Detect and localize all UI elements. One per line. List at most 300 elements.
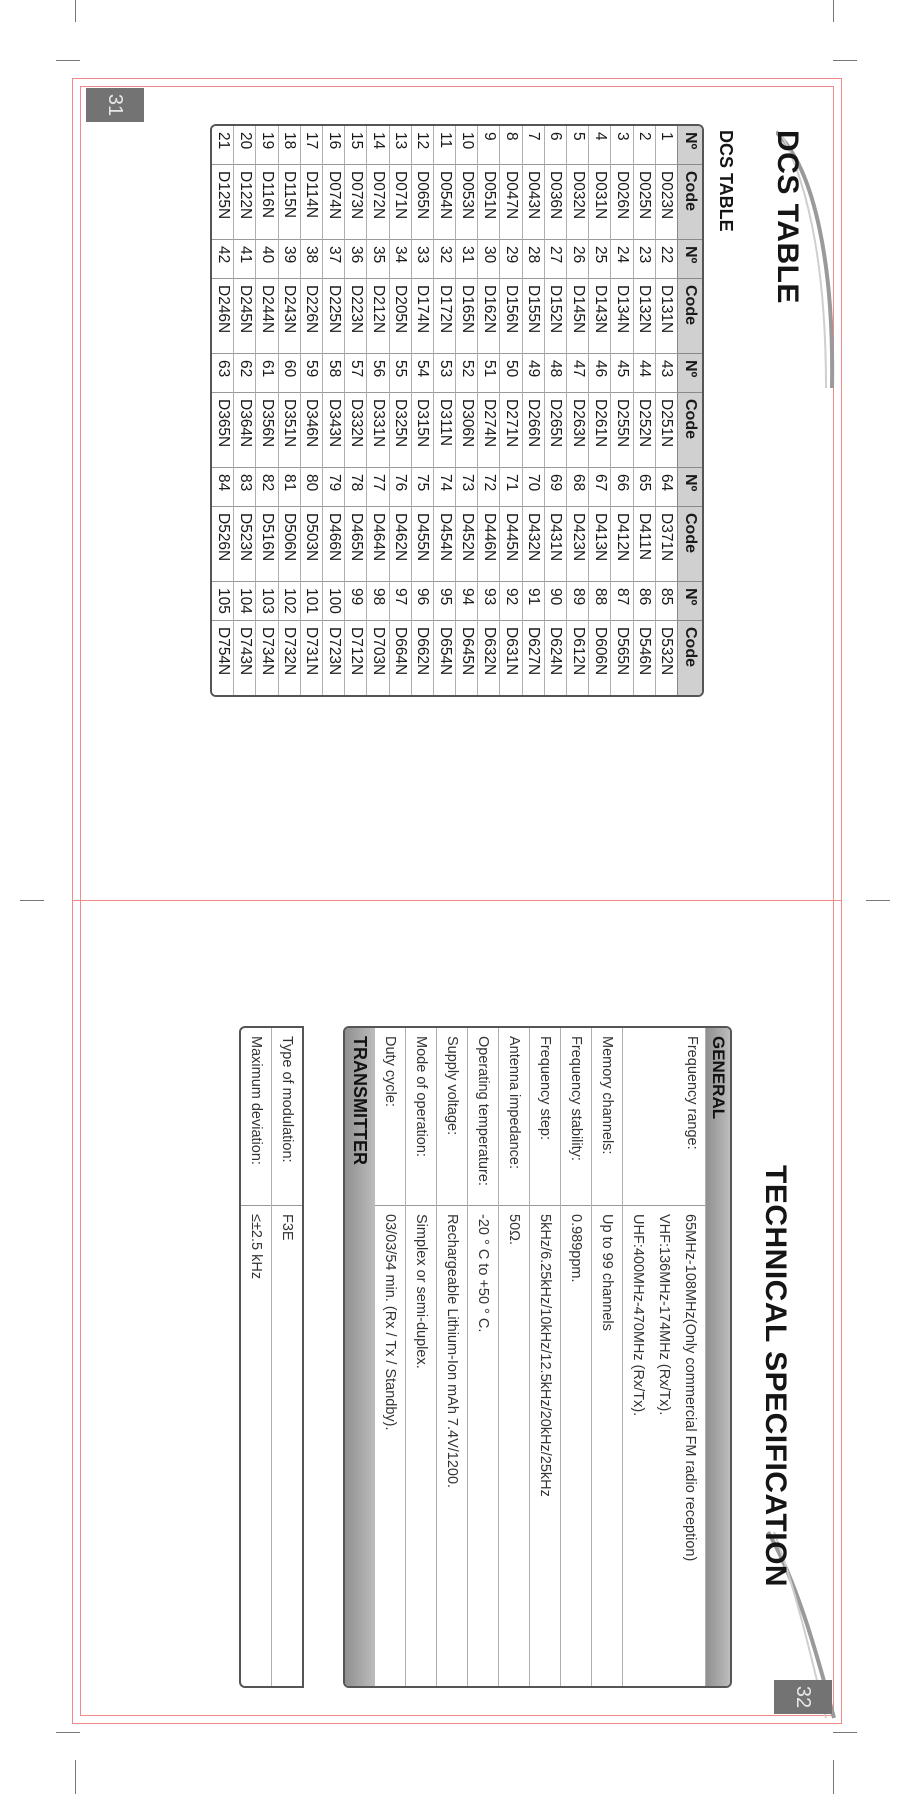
dcs-code-cell: D412N: [610, 507, 632, 582]
dcs-code-cell: D122N: [233, 165, 255, 240]
dcs-number-cell: 38: [300, 240, 322, 279]
spec-row: [406, 1028, 437, 1686]
dcs-number-cell: 27: [544, 240, 566, 279]
dcs-code-cell: D205N: [389, 279, 411, 354]
dcs-number-cell: 64: [655, 468, 677, 507]
dcs-code-cell: D065N: [411, 165, 433, 240]
dcs-number-cell: 96: [411, 582, 433, 621]
dcs-code-cell: D331N: [366, 393, 388, 468]
dcs-code-cell: D523N: [233, 507, 255, 582]
dcs-code-cell: D754N: [212, 621, 233, 695]
dcs-number-cell: 34: [389, 240, 411, 279]
dcs-number-cell: 54: [411, 354, 433, 393]
dcs-number-cell: 92: [500, 582, 522, 621]
dcs-number-cell: 43: [655, 354, 677, 393]
dcs-number-cell: 63: [212, 354, 233, 393]
dcs-code-cell: D532N: [655, 621, 677, 695]
spec-row: [468, 1028, 499, 1686]
dcs-code-cell: D243N: [278, 279, 300, 354]
table-row: [588, 126, 610, 695]
dcs-number-cell: 28: [522, 240, 544, 279]
dcs-number-cell: 77: [366, 468, 388, 507]
dcs-number-cell: 98: [366, 582, 388, 621]
dcs-code-cell: D263N: [566, 393, 588, 468]
dcs-number-cell: 52: [455, 354, 477, 393]
spec-row: [375, 1028, 406, 1686]
spec-label: Frequency range:: [623, 1028, 705, 1206]
dcs-number-cell: 51: [477, 354, 499, 393]
dcs-number-cell: 31: [455, 240, 477, 279]
spec-value-line: Rechargeable Lithium-Ion mAh 7.4V/1200.: [444, 1214, 460, 1489]
dcs-number-cell: 49: [522, 354, 544, 393]
dcs-code-cell: D365N: [212, 393, 233, 468]
table-row: [278, 126, 300, 695]
dcs-number-cell: 25: [588, 240, 610, 279]
dcs-code-cell: D072N: [366, 165, 388, 240]
dcs-number-cell: 4: [588, 126, 610, 165]
dcs-number-cell: 105: [212, 582, 233, 621]
dcs-code-cell: D506N: [278, 507, 300, 582]
dcs-code-cell: D612N: [566, 621, 588, 695]
dcs-number-cell: 76: [389, 468, 411, 507]
dcs-number-cell: 73: [455, 468, 477, 507]
dcs-number-cell: 21: [212, 126, 233, 165]
dcs-number-cell: 33: [411, 240, 433, 279]
dcs-number-cell: 20: [233, 126, 255, 165]
dcs-number-cell: 91: [522, 582, 544, 621]
spec-value-line: Simplex or semi-duplex.: [413, 1214, 429, 1369]
column-header: Code: [677, 621, 702, 695]
spec-row: [561, 1028, 592, 1686]
dcs-code-cell: D265N: [544, 393, 566, 468]
table-row: [255, 126, 277, 695]
spec-label: Duty cycle:: [375, 1028, 405, 1206]
crop-mark: [56, 60, 80, 61]
dcs-number-cell: 39: [278, 240, 300, 279]
dcs-code-cell: D466N: [322, 507, 344, 582]
table-header-row: [677, 126, 702, 695]
dcs-code-cell: D452N: [455, 507, 477, 582]
spec-value-line: 50Ω.: [506, 1214, 522, 1245]
dcs-code-cell: D165N: [455, 279, 477, 354]
spec-row: [272, 1028, 302, 1686]
dcs-code-cell: D116N: [255, 165, 277, 240]
spec-row: [437, 1028, 468, 1686]
dcs-code-cell: D071N: [389, 165, 411, 240]
table-row: [455, 126, 477, 695]
dcs-code-cell: D565N: [610, 621, 632, 695]
spec-value-line: 5kHz/6.25kHz/10kHz/12.5kHz/20kHz/25kHz: [537, 1214, 553, 1497]
crop-mark: [833, 0, 834, 22]
spec-value: [499, 1206, 529, 1686]
dcs-code-cell: D411N: [633, 507, 655, 582]
spec-value: [241, 1206, 271, 1686]
dcs-code-cell: D431N: [544, 507, 566, 582]
dcs-code-cell: D546N: [633, 621, 655, 695]
dcs-number-cell: 41: [233, 240, 255, 279]
spec-value: [272, 1206, 302, 1686]
dcs-number-cell: 17: [300, 126, 322, 165]
dcs-number-cell: 93: [477, 582, 499, 621]
dcs-code-cell: D225N: [322, 279, 344, 354]
dcs-code-cell: D464N: [366, 507, 388, 582]
dcs-number-cell: 103: [255, 582, 277, 621]
dcs-code-cell: D155N: [522, 279, 544, 354]
dcs-code-cell: D662N: [411, 621, 433, 695]
column-header: Nº: [677, 240, 702, 279]
column-header: Code: [677, 279, 702, 354]
dcs-code-cell: D462N: [389, 507, 411, 582]
page-number: 31: [86, 88, 144, 122]
dcs-code-cell: D026N: [610, 165, 632, 240]
dcs-code-cell: D212N: [366, 279, 388, 354]
spec-value-line: Up to 99 channels: [599, 1214, 615, 1331]
dcs-number-cell: 104: [233, 582, 255, 621]
dcs-code-cell: D245N: [233, 279, 255, 354]
dcs-code-cell: D172N: [433, 279, 455, 354]
dcs-number-cell: 19: [255, 126, 277, 165]
dcs-number-cell: 46: [588, 354, 610, 393]
dcs-code-cell: D047N: [500, 165, 522, 240]
dcs-number-cell: 3: [610, 126, 632, 165]
table-row: [655, 126, 677, 695]
dcs-code-cell: D712N: [344, 621, 366, 695]
dcs-number-cell: 29: [500, 240, 522, 279]
dcs-code-cell: D632N: [477, 621, 499, 695]
dcs-number-cell: 86: [633, 582, 655, 621]
column-header: Nº: [677, 468, 702, 507]
dcs-code-cell: D115N: [278, 165, 300, 240]
dcs-number-cell: 79: [322, 468, 344, 507]
dcs-code-cell: D073N: [344, 165, 366, 240]
dcs-code-cell: D032N: [566, 165, 588, 240]
dcs-number-cell: 99: [344, 582, 366, 621]
dcs-code-cell: D244N: [255, 279, 277, 354]
dcs-code-cell: D132N: [633, 279, 655, 354]
dcs-number-cell: 94: [455, 582, 477, 621]
spec-label: Antenna impedance:: [499, 1028, 529, 1206]
dcs-code-cell: D723N: [322, 621, 344, 695]
dcs-number-cell: 36: [344, 240, 366, 279]
spec-value-line: 65MHz-108MHz(Only commercial FM radio reception): [682, 1214, 698, 1562]
dcs-code-cell: D031N: [588, 165, 610, 240]
dcs-number-cell: 74: [433, 468, 455, 507]
dcs-number-cell: 53: [433, 354, 455, 393]
dcs-code-cell: D311N: [433, 393, 455, 468]
dcs-number-cell: 60: [278, 354, 300, 393]
dcs-number-cell: 101: [300, 582, 322, 621]
dcs-number-cell: 16: [322, 126, 344, 165]
dcs-number-cell: 12: [411, 126, 433, 165]
dcs-number-cell: 22: [655, 240, 677, 279]
dcs-code-cell: D654N: [433, 621, 455, 695]
page-title: TECHNICAL SPECIFICATION: [759, 1165, 792, 1588]
spec-row: [499, 1028, 530, 1686]
dcs-number-cell: 69: [544, 468, 566, 507]
dcs-code-cell: D732N: [278, 621, 300, 695]
dcs-code-cell: D053N: [455, 165, 477, 240]
dcs-code-cell: D125N: [212, 165, 233, 240]
table-row: [389, 126, 411, 695]
page-number: 32: [774, 1680, 832, 1714]
dcs-number-cell: 55: [389, 354, 411, 393]
dcs-number-cell: 50: [500, 354, 522, 393]
dcs-code-cell: D465N: [344, 507, 366, 582]
dcs-code-cell: D371N: [655, 507, 677, 582]
dcs-code-cell: D455N: [411, 507, 433, 582]
spec-row: [530, 1028, 561, 1686]
crop-mark: [833, 60, 857, 61]
table-row: [610, 126, 632, 695]
transmitter-spec-table: [239, 1026, 304, 1688]
dcs-code-cell: D351N: [278, 393, 300, 468]
table-caption: DCS TABLE: [716, 130, 736, 232]
dcs-number-cell: 71: [500, 468, 522, 507]
dcs-code-cell: D432N: [522, 507, 544, 582]
dcs-code-cell: D645N: [455, 621, 477, 695]
dcs-number-cell: 87: [610, 582, 632, 621]
spec-value-line: 0.989ppm.: [568, 1214, 584, 1283]
spec-value: [561, 1206, 591, 1686]
spec-value: [437, 1206, 467, 1686]
dcs-number-cell: 65: [633, 468, 655, 507]
dcs-code-cell: D174N: [411, 279, 433, 354]
table-row: [566, 126, 588, 695]
spec-label: Memory channels:: [592, 1028, 622, 1206]
section-header-general: GENERAL: [706, 1028, 730, 1686]
dcs-number-cell: 7: [522, 126, 544, 165]
column-header: Nº: [677, 126, 702, 165]
table-row: [500, 126, 522, 695]
dcs-code-cell: D054N: [433, 165, 455, 240]
column-header: Code: [677, 165, 702, 240]
dcs-code-cell: D446N: [477, 507, 499, 582]
dcs-number-cell: 59: [300, 354, 322, 393]
dcs-code-cell: D023N: [655, 165, 677, 240]
dcs-code-cell: D703N: [366, 621, 388, 695]
dcs-number-cell: 11: [433, 126, 455, 165]
dcs-code-cell: D364N: [233, 393, 255, 468]
dcs-code-cell: D356N: [255, 393, 277, 468]
dcs-number-cell: 14: [366, 126, 388, 165]
spec-label: Supply voltage:: [437, 1028, 467, 1206]
spec-value: [375, 1206, 405, 1686]
dcs-code-cell: D252N: [633, 393, 655, 468]
spec-value: [530, 1206, 560, 1686]
column-header: Nº: [677, 354, 702, 393]
table-row: [633, 126, 655, 695]
spec-label: Type of modulation:: [272, 1028, 302, 1206]
dcs-code-cell: D734N: [255, 621, 277, 695]
dcs-number-cell: 84: [212, 468, 233, 507]
column-header: Code: [677, 393, 702, 468]
table-row: [477, 126, 499, 695]
dcs-number-cell: 88: [588, 582, 610, 621]
spec-value-line: -20 ° C to +50 ° C.: [475, 1214, 491, 1333]
crop-mark: [20, 900, 44, 901]
dcs-code-cell: D526N: [212, 507, 233, 582]
dcs-table: [210, 124, 704, 697]
spec-row: [241, 1028, 272, 1686]
dcs-number-cell: 26: [566, 240, 588, 279]
dcs-number-cell: 97: [389, 582, 411, 621]
dcs-code-cell: D043N: [522, 165, 544, 240]
spec-row: [623, 1028, 706, 1686]
spec-value: [623, 1206, 705, 1686]
dcs-code-cell: D223N: [344, 279, 366, 354]
spec-label: Maximum deviation:: [241, 1028, 271, 1206]
dcs-number-cell: 2: [633, 126, 655, 165]
spec-row: [592, 1028, 623, 1686]
dcs-code-cell: D332N: [344, 393, 366, 468]
dcs-code-cell: D036N: [544, 165, 566, 240]
column-header: Nº: [677, 582, 702, 621]
dcs-code-cell: D315N: [411, 393, 433, 468]
dcs-code-cell: D255N: [610, 393, 632, 468]
table-row: [233, 126, 255, 695]
dcs-number-cell: 24: [610, 240, 632, 279]
table-row: [366, 126, 388, 695]
dcs-number-cell: 62: [233, 354, 255, 393]
dcs-number-cell: 48: [544, 354, 566, 393]
dcs-code-cell: D145N: [566, 279, 588, 354]
dcs-code-cell: D503N: [300, 507, 322, 582]
spec-value-line: ≤±2.5 kHz: [248, 1214, 264, 1280]
table-row: [522, 126, 544, 695]
dcs-code-cell: D664N: [389, 621, 411, 695]
dcs-code-cell: D606N: [588, 621, 610, 695]
dcs-code-cell: D743N: [233, 621, 255, 695]
spec-value: [592, 1206, 622, 1686]
dcs-number-cell: 6: [544, 126, 566, 165]
dcs-number-cell: 78: [344, 468, 366, 507]
table-row: [411, 126, 433, 695]
spec-label: Frequency step:: [530, 1028, 560, 1206]
dcs-number-cell: 56: [366, 354, 388, 393]
dcs-number-cell: 23: [633, 240, 655, 279]
dcs-code-cell: D051N: [477, 165, 499, 240]
dcs-number-cell: 82: [255, 468, 277, 507]
spec-label: Operating temperature:: [468, 1028, 498, 1206]
dcs-number-cell: 13: [389, 126, 411, 165]
dcs-number-cell: 90: [544, 582, 566, 621]
dcs-code-cell: D624N: [544, 621, 566, 695]
dcs-code-cell: D156N: [500, 279, 522, 354]
table-row: [212, 126, 233, 695]
spec-value-line: 03/03/54 min. (Rx / Tx / Standby).: [382, 1214, 398, 1431]
dcs-number-cell: 45: [610, 354, 632, 393]
dcs-code-cell: D143N: [588, 279, 610, 354]
dcs-number-cell: 30: [477, 240, 499, 279]
dcs-number-cell: 80: [300, 468, 322, 507]
dcs-number-cell: 66: [610, 468, 632, 507]
dcs-code-cell: D454N: [433, 507, 455, 582]
crop-mark: [56, 1732, 80, 1733]
dcs-code-cell: D162N: [477, 279, 499, 354]
crop-mark: [75, 1760, 76, 1794]
crop-mark: [75, 0, 76, 22]
dcs-code-cell: D445N: [500, 507, 522, 582]
dcs-number-cell: 40: [255, 240, 277, 279]
spec-value-line: F3E: [279, 1214, 295, 1241]
dcs-code-cell: D226N: [300, 279, 322, 354]
dcs-code-cell: D627N: [522, 621, 544, 695]
dcs-code-cell: D274N: [477, 393, 499, 468]
section-header-transmitter: TRANSMITTER: [345, 1028, 375, 1686]
dcs-code-cell: D246N: [212, 279, 233, 354]
spec-value: [406, 1206, 436, 1686]
dcs-code-cell: D134N: [610, 279, 632, 354]
table-row: [322, 126, 344, 695]
dcs-number-cell: 67: [588, 468, 610, 507]
spec-label: Frequency stability:: [561, 1028, 591, 1206]
dcs-number-cell: 42: [212, 240, 233, 279]
dcs-number-cell: 15: [344, 126, 366, 165]
dcs-code-cell: D423N: [566, 507, 588, 582]
table-row: [300, 126, 322, 695]
dcs-number-cell: 85: [655, 582, 677, 621]
dcs-code-cell: D266N: [522, 393, 544, 468]
dcs-code-cell: D131N: [655, 279, 677, 354]
column-header: Code: [677, 507, 702, 582]
dcs-code-cell: D074N: [322, 165, 344, 240]
dcs-code-cell: D261N: [588, 393, 610, 468]
dcs-number-cell: 58: [322, 354, 344, 393]
dcs-number-cell: 37: [322, 240, 344, 279]
dcs-number-cell: 102: [278, 582, 300, 621]
dcs-code-cell: D631N: [500, 621, 522, 695]
dcs-number-cell: 8: [500, 126, 522, 165]
dcs-number-cell: 44: [633, 354, 655, 393]
dcs-number-cell: 35: [366, 240, 388, 279]
dcs-code-cell: D325N: [389, 393, 411, 468]
spine-line: [72, 900, 842, 901]
dcs-code-cell: D271N: [500, 393, 522, 468]
dcs-number-cell: 32: [433, 240, 455, 279]
general-spec-table: [343, 1026, 732, 1688]
dcs-code-cell: D114N: [300, 165, 322, 240]
dcs-number-cell: 70: [522, 468, 544, 507]
spec-value-line: UHF:400MHz-470MHz (Rx/Tx).: [630, 1214, 646, 1417]
dcs-number-cell: 57: [344, 354, 366, 393]
dcs-number-cell: 9: [477, 126, 499, 165]
dcs-number-cell: 83: [233, 468, 255, 507]
dcs-code-cell: D152N: [544, 279, 566, 354]
spec-value-line: VHF:136MHz-174MHz (Rx/Tx).: [656, 1214, 672, 1416]
dcs-number-cell: 68: [566, 468, 588, 507]
dcs-code-cell: D516N: [255, 507, 277, 582]
table-row: [433, 126, 455, 695]
dcs-number-cell: 100: [322, 582, 344, 621]
dcs-number-cell: 5: [566, 126, 588, 165]
dcs-number-cell: 81: [278, 468, 300, 507]
spec-label: Mode of operation:: [406, 1028, 436, 1206]
table-row: [344, 126, 366, 695]
dcs-number-cell: 10: [455, 126, 477, 165]
dcs-number-cell: 61: [255, 354, 277, 393]
dcs-number-cell: 1: [655, 126, 677, 165]
crop-mark: [866, 900, 890, 901]
dcs-code-cell: D025N: [633, 165, 655, 240]
dcs-code-cell: D251N: [655, 393, 677, 468]
dcs-number-cell: 95: [433, 582, 455, 621]
crop-mark: [833, 1760, 834, 1794]
dcs-number-cell: 72: [477, 468, 499, 507]
dcs-code-cell: D306N: [455, 393, 477, 468]
dcs-code-cell: D346N: [300, 393, 322, 468]
dcs-number-cell: 47: [566, 354, 588, 393]
dcs-number-cell: 18: [278, 126, 300, 165]
